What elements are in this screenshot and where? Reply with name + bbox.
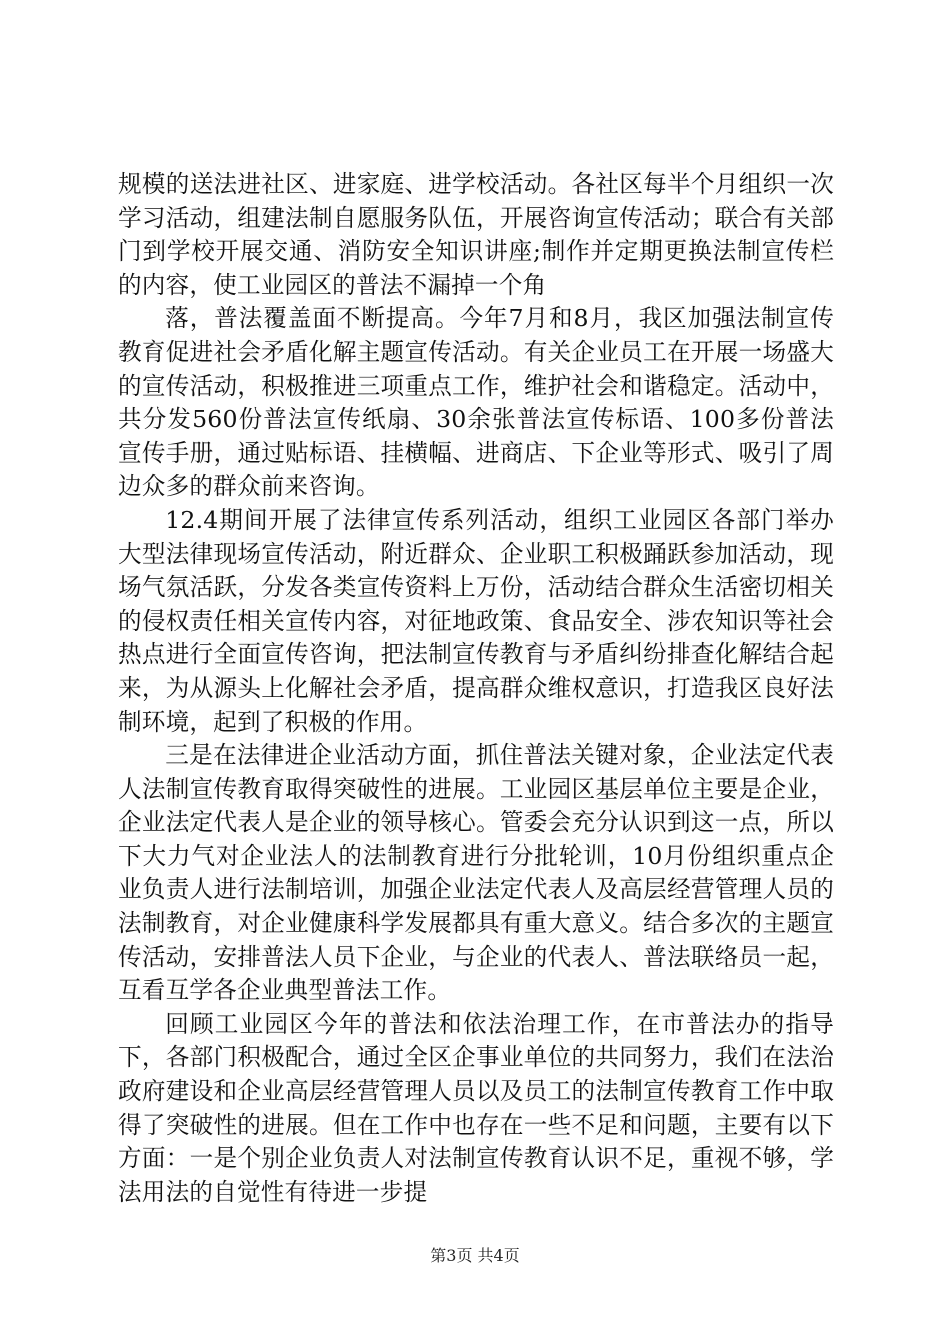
page-number-footer: 第3页 共4页 (430, 1246, 520, 1265)
document-body (118, 168, 834, 1209)
paragraph-1: 规模的送法进社区、进家庭、进学校活动。各社区每半个月组织一次学习活动，组建法制自愿服务队伍，开展咨询宣传活动；联合有关部门到学校开展交通、消防安全知识讲座;制作并定期更换法制宣传栏的内容，使工业园区的普法不漏掉一个角 (118, 170, 834, 299)
paragraph-3: 12.4期间开展了法律宣传系列活动，组织工业园区各部门举办大型法律现场宣传活动，附近群众、企业职工积极踊跃参加活动，现场气氛活跃，分发各类宣传资料上万份，活动结合群众生活密切相关的侵权责任相关宣传内容，对征地政策、食品安全、涉农知识等社会热点进行全面宣传咨询，把法制宣传教育与矛盾纠纷排查化解结合起来，为从源头上化解社会矛盾，提高群众维权意识，打造我区良好法制环境，起到了积极的作用。 (118, 505, 834, 736)
paragraph-2: 落，普法覆盖面不断提高。今年7月和8月，我区加强法制宣传教育促进社会矛盾化解主题宣传活动。有关企业员工在开展一场盛大的宣传活动，积极推进三项重点工作，维护社会和谐稳定。活动中，共分发560份普法宣传纸扇、30余张普法宣传标语、100多份普法宣传手册，通过贴标语、挂横幅、进商店、下企业等形式、吸引了周边众多的群众前来咨询。 (118, 304, 834, 501)
paragraph-5: 回顾工业园区今年的普法和依法治理工作，在市普法办的指导下，各部门积极配合，通过全区企事业单位的共同努力，我们在法治政府建设和企业高层经营管理人员以及员工的法制宣传教育工作中取得了突破性的进展。但在工作中也存在一些不足和问题，主要有以下方面：一是个别企业负责人对法制宣传教育认识不足，重视不够，学法用法的自觉性有待进一步提 (118, 1009, 834, 1206)
paragraph-4: 三是在法律进企业活动方面，抓住普法关键对象，企业法定代表人法制宣传教育取得突破性的进展。工业园区基层单位主要是企业，企业法定代表人是企业的领导核心。管委会充分认识到这一点，所以下大力气对企业法人的法制教育进行分批轮训，10月份组织重点企业负责人进行法制培训，加强企业法定代表人及高层经营管理人员的法制教育，对企业健康科学发展都具有重大意义。结合多次的主题宣传活动，安排普法人员下企业，与企业的代表人、普法联络员一起，互看互学各企业典型普法工作。 (118, 741, 834, 1005)
